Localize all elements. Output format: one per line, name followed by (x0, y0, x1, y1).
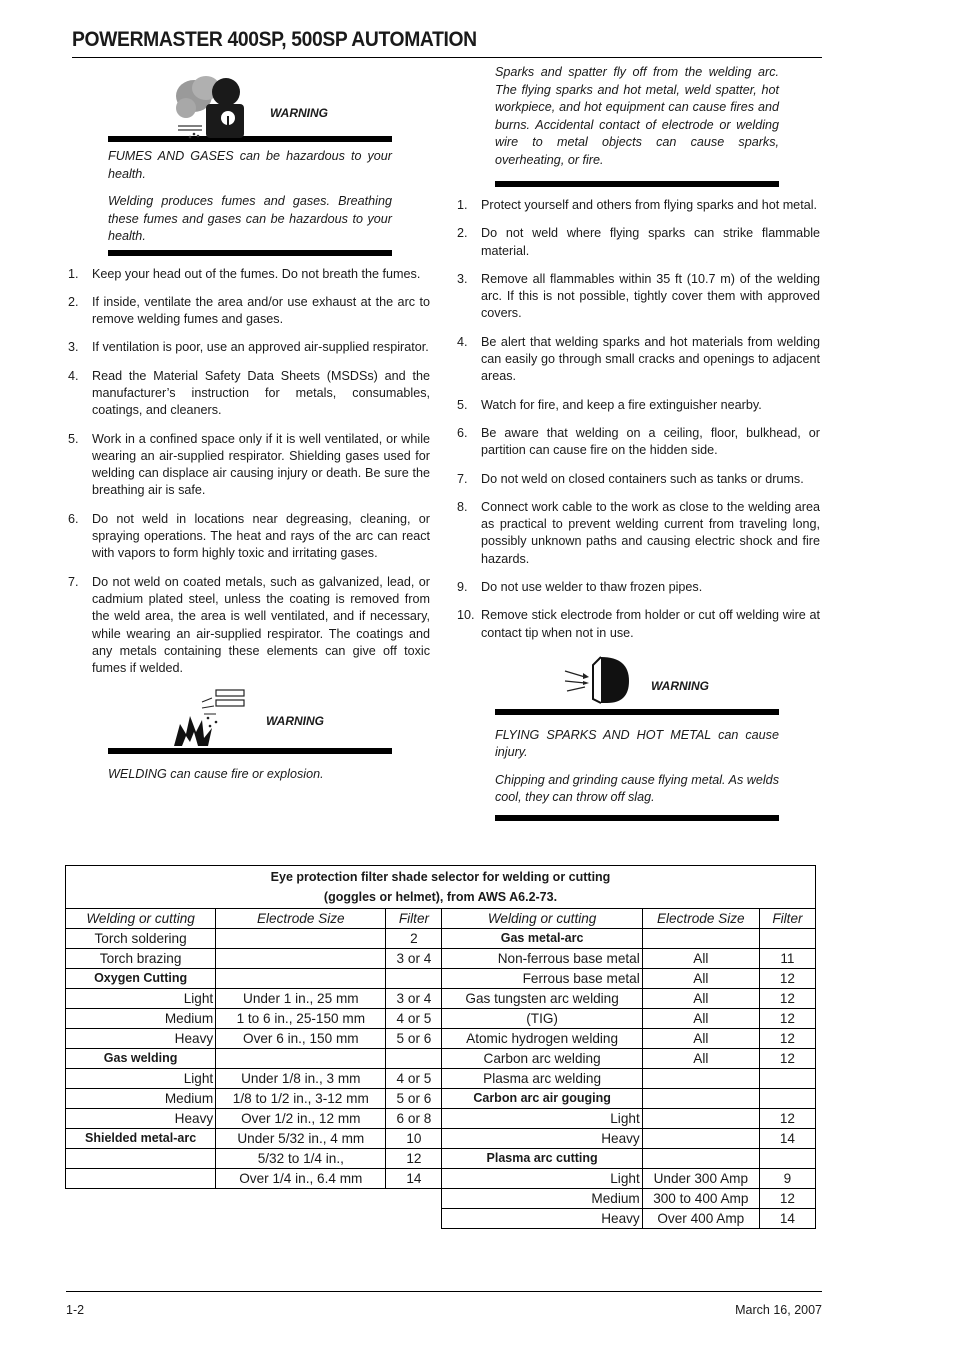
column-header: Electrode Size (642, 909, 759, 929)
warning-header (495, 653, 779, 709)
column-header: Filter (759, 909, 815, 929)
table-row: 5/32 to 1/4 in., 12 Plasma arc cutting (66, 1149, 816, 1169)
warning-rule-top (495, 709, 779, 715)
table-row: Medium 300 to 400 Amp 12 (66, 1189, 816, 1209)
table-header-row (66, 909, 816, 929)
fumes-instructions-list (66, 266, 430, 678)
list-item: 2. If inside, ventilate the area and/or use exhaust at the arc to remove welding fumes and gases. (68, 294, 430, 327)
warning-header (108, 70, 392, 136)
warning-rule-bottom (495, 181, 779, 187)
list-item: 8. Connect work cable to the work as close to the welding area as practical to prevent welding current from traveling long, possibly unknown paths and causing electric shock and fire hazards. (457, 499, 820, 566)
warning-label: WARNING (651, 678, 709, 693)
table-row: Heavy Over 400 Amp 14 (66, 1209, 816, 1229)
table-row: Torch soldering 2 Gas metal-arc (66, 929, 816, 949)
page-number: 1-2 (66, 1303, 85, 1317)
table-row: Shielded metal-arc Under 5/32 in., 4 mm 10 Heavy 14 (66, 1129, 816, 1149)
footer-date: March 16, 2007 (735, 1303, 822, 1317)
list-item: 3. Remove all flammables within 35 ft (10.7 m) of the welding arc. If this is not possible, tightly cover them with approved covers. (457, 271, 820, 321)
table-caption-row (66, 866, 816, 909)
left-column (66, 70, 430, 794)
list-item: 5. Watch for fire, and keep a fire extinguisher nearby. (457, 397, 762, 412)
table-row: Over 1/4 in., 6.4 mm 14 Light Under 300 Amp 9 (66, 1169, 816, 1189)
flying-metal-warning-icon (563, 655, 633, 707)
title-rule (72, 57, 822, 58)
sparks-intro-box (495, 64, 779, 187)
warning-rule-top (108, 748, 392, 754)
warning-text: FUMES AND GASES can be hazardous to your health. (108, 149, 392, 181)
sparks-instructions-list (455, 197, 820, 642)
list-item: 5. Work in a confined space only if it is well ventilated, or while wearing an air-supplied respirator. Shielding gases used for welding can displace air causing injury or death. Be sure the breathing air is safe. (68, 431, 430, 498)
filter-shade-table (65, 865, 816, 1229)
warning-text: Chipping and grinding cause flying metal. As welds cool, they can throw off slag. (495, 772, 779, 805)
column-header: Filter (386, 909, 442, 929)
list-item: 9. Do not use welder to thaw frozen pipes. (457, 580, 703, 595)
table-row: Heavy Over 6 in., 150 mm 5 or 6 Atomic hydrogen welding All 12 (66, 1029, 816, 1049)
flying-metal-warning-box (495, 653, 779, 821)
fire-explosion-warning-icon (172, 688, 252, 748)
list-item: 3. If ventilation is poor, use an approved air-supplied respirator. (68, 340, 429, 355)
fumes-warning-box (108, 70, 392, 256)
page-title: POWERMASTER 400SP, 500SP AUTOMATION (72, 28, 477, 51)
table-row: Medium 1/8 to 1/2 in., 3-12 mm 5 or 6 Carbon arc air gouging (66, 1089, 816, 1109)
warning-rule-bottom (108, 250, 392, 256)
list-item: 7. Do not weld on closed containers such as tanks or drums. (457, 471, 804, 486)
table-row: Light Under 1/8 in., 3 mm 4 or 5 Plasma arc welding (66, 1069, 816, 1089)
fire-warning-box (108, 688, 392, 784)
warning-header (108, 688, 392, 748)
footer-rule (66, 1291, 822, 1292)
list-item: 10. Remove stick electrode from holder or cut off welding wire at contact tip when not in use. (457, 608, 820, 640)
list-item: 1. Protect yourself and others from flying sparks and hot metal. (457, 198, 817, 212)
warning-rule-bottom (495, 815, 779, 821)
column-header: Welding or cutting (442, 909, 642, 929)
list-item: 2. Do not weld where flying sparks can strike flammable material. (457, 226, 820, 258)
right-column (455, 64, 820, 821)
warning-text: FLYING SPARKS AND HOT METAL can cause injury. (495, 727, 779, 760)
list-item: 4. Read the Material Safety Data Sheets (MSDSs) and the manufacturer’s instruction for metals, consumables, coatings, and cleaners. (68, 368, 430, 418)
fumes-warning-icon (172, 74, 252, 140)
list-item: 6. Be aware that welding on a ceiling, floor, bulkhead, or partition can cause fire on the hidden side. (457, 425, 820, 458)
warning-label: WARNING (270, 106, 328, 120)
list-item: 6. Do not weld in locations near degreasing, cleaning, or spraying operations. The heat and rays of the arc can react with vapors to form highly toxic and irritating gases. (68, 511, 430, 561)
table-row: Medium 1 to 6 in., 25-150 mm 4 or 5 (TIG) All 12 (66, 1009, 816, 1029)
list-item: 1. Keep your head out of the fumes. Do not breath the fumes. (68, 266, 421, 281)
column-header: Welding or cutting (66, 909, 216, 929)
warning-text: WELDING can cause fire or explosion. (108, 767, 324, 782)
list-item: 7. Do not weld on coated metals, such as galvanized, lead, or cadmium plated steel, unless the coating is removed from the weld area, the area is well ventilated, and if necessary, while wearing an air-supplied respirator. The coatings and any metals containing these elements can give off toxic fumes if welded. (68, 574, 430, 676)
warning-label: WARNING (266, 714, 324, 729)
list-item: 4. Be alert that welding sparks and hot materials from welding can easily go through small cracks and openings to adjacent areas. (457, 334, 820, 384)
table-row: Heavy Over 1/2 in., 12 mm 6 or 8 Light 12 (66, 1109, 816, 1129)
table-row: Torch brazing 3 or 4 Non-ferrous base metal All 11 (66, 949, 816, 969)
column-header: Electrode Size (216, 909, 386, 929)
table-row: Gas welding Carbon arc welding All 12 (66, 1049, 816, 1069)
table-caption: Eye protection filter shade selector for welding or cutting (goggles or helmet), from AWS A6.2-73. (66, 866, 816, 909)
table-row: Oxygen Cutting Ferrous base metal All 12 (66, 969, 816, 989)
warning-text: Welding produces fumes and gases. Breathing these fumes and gases can be hazardous to your health. (108, 194, 392, 243)
table-row: Light Under 1 in., 25 mm 3 or 4 Gas tungsten arc welding All 12 (66, 989, 816, 1009)
warning-text: Sparks and spatter fly off from the welding arc. The flying sparks and hot metal, weld spatter, hot workpiece, and hot equipment can cause fires and burns. Accidental contact of electrode or welding wire to metal objects can cause sparks, overheating, or fire. (495, 65, 779, 167)
